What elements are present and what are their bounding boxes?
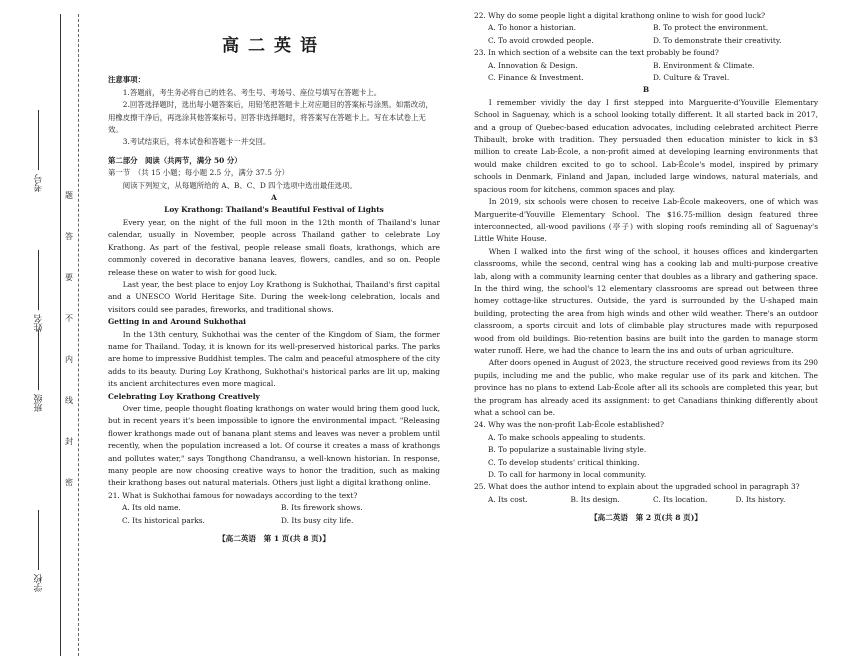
options <box>488 22 818 47</box>
option[interactable]: B. Environment & Climate. <box>653 60 755 70</box>
seal-char: 不 <box>65 314 73 323</box>
subheading: Celebrating Loy Krathong Creatively <box>108 391 260 401</box>
option[interactable]: D. Culture & Travel. <box>653 73 730 83</box>
paragraph: After doors opened in August of 2023, the structure received good reviews from its 290 pupils, including me and the public, who make regular use of its park and kitchen. The province has no plans to extend Lab-École after all its schools are completed this year, but the program has already aced its assignment: to get Canadians thinking differently about what a school can be. <box>474 358 818 417</box>
seal-char: 封 <box>65 437 73 446</box>
paragraph: When I walked into the first wing of the school, it houses offices and kindergarten classrooms, while the second, central wing has a cooking lab and multi-purpose creative lab, along with a community learning center that doubles as a library and gathering space. In the third wing, the school's 12 elementary classrooms are spread out between three homey cottage-like structures. Outside, the yard is surrounded by the U-shaped main building, protecting the area from high winds and other wild weather. There's an outdoor classroom, a sports circuit and lots of climbable play structures made with repurposed wood from old buildings. Bio-retention basins are built into the garden to manage storm water runoff. Here, we had the chance to learn the ins and outs of urban agriculture. <box>474 246 818 355</box>
notice-title: 注意事项： <box>108 75 145 85</box>
paragraph: Last year, the best place to enjoy Loy Krathong is Sukhothai, Thailand's first capital and a UNESCO World Heritage Site. During the week-long celebration, locals and visitors could see parades, fireworks, and traditional shows. <box>108 279 440 314</box>
binding-margin <box>0 0 88 670</box>
name-label: 姓名 <box>34 314 45 332</box>
options <box>488 432 818 482</box>
page-1 <box>108 10 440 545</box>
question: 24. Why was the non-profit Lab-École established? <box>474 420 664 430</box>
option[interactable]: B. Its design. <box>570 494 620 504</box>
option[interactable]: B. To popularize a sustainable living style. <box>488 445 647 455</box>
seal-char: 要 <box>65 273 73 282</box>
school-field[interactable] <box>24 510 54 592</box>
exam-no-field[interactable] <box>24 110 54 192</box>
option[interactable]: C. Finance & Investment. <box>488 73 584 83</box>
seal-char: 答 <box>65 232 73 241</box>
paragraph: Every year, on the night of the full moon in the 12th month of Thailand's lunar calendar, usually in November, people across Thailand gather to celebrate Loy Krathong. As part of the festival, people release small floats, krathongs, which are commonly covered in decorative banana leaves, flowers, candles, and so on. People release these on water to wish for good luck. <box>108 217 440 277</box>
option[interactable]: C. To avoid crowded people. <box>488 35 594 45</box>
question: 22. Why do some people light a digital krathong online to wish for good luck? <box>474 11 766 20</box>
option[interactable]: B. To protect the environment. <box>653 23 769 33</box>
paragraph: In 2019, six schools were chosen to receive Lab-École makeovers, one of which was Marguerite-d'Youville Elementary School. The $16.75-million design featured three interconnected, all-wood pavilions (亭子) with sloping roofs reminding all of Saguenay's Little White House. <box>474 197 818 244</box>
notice-item: 3.考试结束后，将本试卷和答题卡一并交回。 <box>122 137 271 147</box>
option[interactable]: C. Its historical parks. <box>122 515 205 525</box>
passage-label: B <box>642 85 650 95</box>
passage-label: A <box>271 193 277 203</box>
notice-block <box>108 74 440 148</box>
seal-char: 线 <box>65 396 73 405</box>
option[interactable]: D. To demonstrate their creativity. <box>653 35 782 45</box>
class-field[interactable] <box>24 330 54 412</box>
options <box>488 60 818 85</box>
option[interactable]: C. To develop students' critical thinking. <box>488 457 640 467</box>
seal-char: 题 <box>65 191 73 200</box>
paragraph: I remember vividly the day I first stepped into Marguerite-d'Youville Elementary School in Saguenay, which is a school looking totally different. It all started back in 2017, and a group of Quebec-based education advocates, including celebrated architect Pierre Thibault, broke with tradition. They persuaded then education minister to kick in $3 million to create Lab-École, a non-profit aimed at developing learning environments that would make children excited to go to school. Lab-École's model, inspired by primary schools in Denmark, Finland and Japan, included large windows, natural materials, and spacious room for kitchens, common spaces and play. <box>474 97 818 194</box>
options <box>488 494 818 506</box>
paragraph: In the 13th century, Sukhothai was the center of the Kingdom of Siam, the former name for Thailand. Today, it is known for its well-preserved historical parks. The parks are home to impressive Buddhist temples. The calm and peaceful atmosphere of the city adds to its beauty. During Loy Krathong, Sukhothai's historical parks are lit up, making its ancient architectures even more magical. <box>108 329 440 389</box>
part-title: 第二部分 阅读（共两节，满分 50 分） <box>108 155 242 165</box>
notice-item: 1.答题前，考生务必将自己的姓名、考生号、考场号、座位号填写在答题卡上。 <box>122 87 382 97</box>
school-label: 学校 <box>34 574 45 592</box>
options <box>122 502 440 527</box>
question: 23. In which section of a website can the text probably be found? <box>474 48 719 58</box>
option[interactable]: D. To call for harmony in local community. <box>488 470 647 480</box>
option[interactable]: B. Its firework shows. <box>281 503 363 513</box>
question: 25. What does the author intend to explain about the upgraded school in paragraph 3? <box>474 482 800 492</box>
option[interactable]: A. To honor a historian. <box>488 23 576 33</box>
option[interactable]: A. To make schools appealing to students. <box>488 432 646 442</box>
seal-line <box>78 14 79 656</box>
option[interactable]: A. Its old name. <box>122 503 181 513</box>
question: 21. What is Sukhothai famous for nowadays according to the text? <box>108 490 358 500</box>
page-footer: 【高二英语 第 1 页(共 8 页)】 <box>218 534 330 544</box>
option[interactable]: A. Its cost. <box>488 494 528 504</box>
option[interactable]: D. Its history. <box>735 494 786 504</box>
subheading: Getting in and Around Sukhothai <box>108 317 246 327</box>
page-footer: 【高二英语 第 2 页(共 8 页)】 <box>590 513 702 523</box>
paragraph: Over time, people thought floating krathongs on water would bring them good luck, but in recent years it's been impossible to ignore the environmental impact. "Releasing flower krathongs made out of banana plant stems and leaves was never a problem until recently, when the population increased a lot. Of course it creates a mass of krathongs and pollutes water," says Tongthong Chandransu, a well-known historian. In response, many people are now choosing creative ways to honor the tradition, such as making their krathong bases out natural materials. Others just light a digital krathong online. <box>108 403 440 488</box>
page-2 <box>474 10 818 525</box>
option[interactable]: A. Innovation & Design. <box>488 60 578 70</box>
page-title: 高二英语 <box>222 36 326 56</box>
class-label: 班级 <box>34 394 45 412</box>
option[interactable]: D. Its busy city life. <box>281 515 354 525</box>
option[interactable]: C. Its location. <box>653 494 708 504</box>
seal-text <box>62 190 76 488</box>
section-title: 第一节 （共 15 小题；每小题 2.5 分，满分 37.5 分） <box>108 168 290 178</box>
seal-char: 内 <box>65 355 73 364</box>
exam-no-label: 考号 <box>34 174 45 192</box>
passage-title: Loy Krathong: Thailand's Beautiful Festival of Lights <box>164 205 384 215</box>
binding-line <box>60 14 61 656</box>
name-field[interactable] <box>24 250 54 332</box>
section-instructions: 阅读下列短文，从每题所给的 A、B、C、D 四个选项中选出最佳选项。 <box>122 180 357 190</box>
notice-item: 2.回答选择题时，选出每小题答案后，用铅笔把答题卡上对应题目的答案标号涂黑。如需改动，用橡皮擦干净后，再选涂其他答案标号。回答非选择题时，将答案写在答题卡上。写在本试卷上无效。 <box>108 100 433 135</box>
seal-char: 密 <box>65 478 73 487</box>
